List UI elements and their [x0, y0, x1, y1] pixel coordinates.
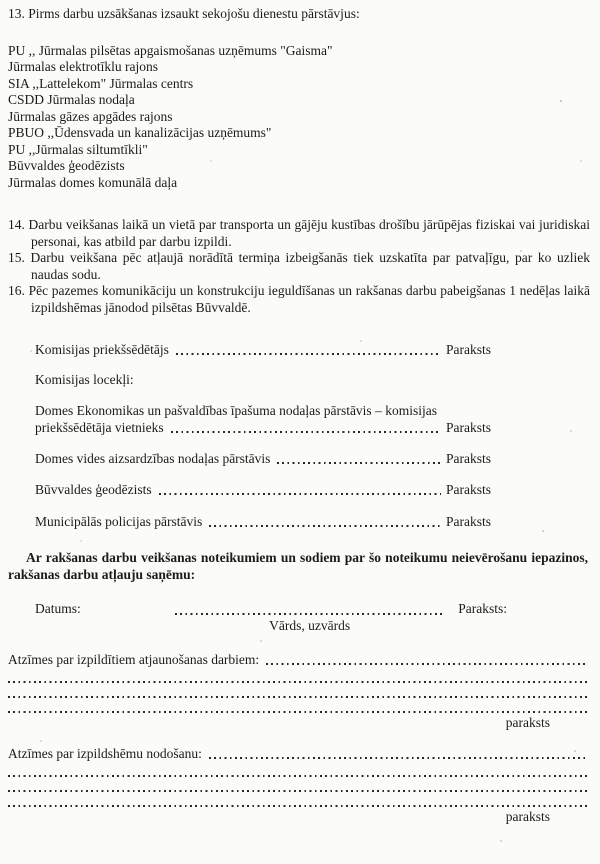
dotted-fill-line [8, 711, 590, 713]
clause-13-heading: 13. Pirms darbu uzsākšanas izsaukt sekojošu dienestu pārstāvjus: [8, 6, 360, 21]
dotted-fill-line [8, 775, 590, 777]
chairman-label: Komisijas priekšsēdētājs [35, 341, 169, 357]
clause-14 [8, 217, 590, 250]
clause-number: 14. [8, 217, 25, 232]
dotted-fill-line [8, 681, 590, 683]
member1-signature-row [35, 419, 491, 436]
dotted-fill-line [8, 790, 590, 792]
signature-word: Paraksts [446, 341, 491, 357]
clause-16 [8, 283, 590, 316]
member2-signature-row [35, 450, 491, 467]
signature-word: Paraksts [446, 450, 491, 466]
date-label: Datums: [35, 600, 81, 616]
dotted-signature-line [209, 525, 441, 527]
clause-text: Darbu veikšana pēc atļaujā norādītā termiņa izbeigšanās tiek uzskatīta par patvaļīgu, par ko uzliek naudas sodu. [30, 250, 590, 282]
member2-label: Domes vides aizsardzības nodaļas pārstāvis [35, 450, 271, 466]
services-list [8, 43, 590, 192]
member4-label: Municipālās policijas pārstāvis [35, 513, 203, 529]
signature-word: Paraksts [446, 481, 491, 497]
scan-noise [560, 100, 562, 102]
service-item: PU ,, Jūrmalas pilsētas apgaismošanas uzņēmums "Gaisma" [8, 42, 333, 58]
clause-15 [8, 250, 590, 283]
member3-signature-row [35, 481, 491, 498]
member1-label: priekšsēdētāja vietnieks [35, 419, 164, 435]
receipt-row [35, 601, 507, 634]
members-heading: Komisijas locekļi: [35, 371, 134, 387]
service-item: CSDD Jūrmalas nodaļa [8, 92, 135, 107]
restoration-notes-block [8, 651, 590, 731]
signature-word: Paraksts [446, 513, 491, 529]
dotted-signature-line [171, 431, 441, 433]
clause-text: Pēc pazemes komunikāciju un konstrukciju ieguldīšanas un rakšanas darbu pabeigšanas 1 nedēļas laikā izpildshēmas jānodod pilsētas Būvvaldē. [28, 283, 591, 315]
member4-signature-row [35, 513, 491, 530]
signature-word: paraksts [505, 808, 550, 824]
dotted-signature-line [277, 462, 441, 464]
service-item: PU ,,Jūrmalas siltumtīkli" [8, 141, 148, 157]
dotted-fill-line [209, 757, 585, 759]
service-item: PBUO ,,Ūdensvada un kanalizācijas uzņēmums" [8, 125, 272, 140]
service-item: Jūrmalas domes komunālā daļa [8, 174, 178, 190]
asbuilt-notes-block [8, 745, 590, 825]
chairman-signature-row [35, 341, 491, 358]
signature-label: Paraksts: [458, 600, 507, 616]
date-fill-area [175, 601, 444, 634]
dotted-fill-line [8, 696, 590, 698]
member3-label: Būvvaldes ģeodēzists [35, 481, 152, 497]
asbuilt-notes-label: Atzīmes par izpildshēmu nodošanu: [8, 745, 202, 761]
clauses-section [8, 217, 590, 317]
service-item: Būvvaldes ģeodēzists [8, 158, 125, 173]
member1-role-line: Domes Ekonomikas un pašvaldības īpašuma nodaļas pārstāvis – komisijas [35, 402, 437, 418]
dotted-signature-line [176, 353, 441, 355]
asbuilt-notes-label-row [8, 745, 590, 762]
service-item: SIA ,,Lattelekom" Jūrmalas centrs [8, 75, 194, 91]
acknowledgement-paragraph: Ar rakšanas darbu veikšanas noteikumiem un sodiem par šo noteikumu neievērošanu iepazinos, rakšanas darbu atļauju saņēmu: [8, 549, 588, 583]
restoration-notes-label-row [8, 651, 590, 668]
service-item: Jūrmalas gāzes apgādes rajons [8, 108, 173, 124]
dotted-fill-line [175, 613, 444, 615]
name-surname-hint: Vārds, uzvārds [269, 617, 351, 633]
dotted-signature-line [159, 493, 441, 495]
dotted-fill-line [8, 805, 590, 807]
clause-number: 16. [8, 283, 25, 299]
signature-word: Paraksts [446, 419, 491, 435]
clause-text: Darbu veikšanas laikā un vietā par transporta un gājēju kustības drošību jārūpējas fiziskai vai juridiskai personai, kas atbild par darbu izpildi. [28, 217, 590, 249]
commission-signatures [35, 341, 491, 530]
clause-number: 15. [8, 250, 25, 266]
dotted-fill-line [266, 663, 585, 665]
service-item: Jūrmalas elektrotīklu rajons [8, 59, 158, 74]
restoration-notes-label: Atzīmes par izpildītiem atjaunošanas darbiem: [8, 651, 260, 667]
signature-word: paraksts [505, 714, 550, 730]
